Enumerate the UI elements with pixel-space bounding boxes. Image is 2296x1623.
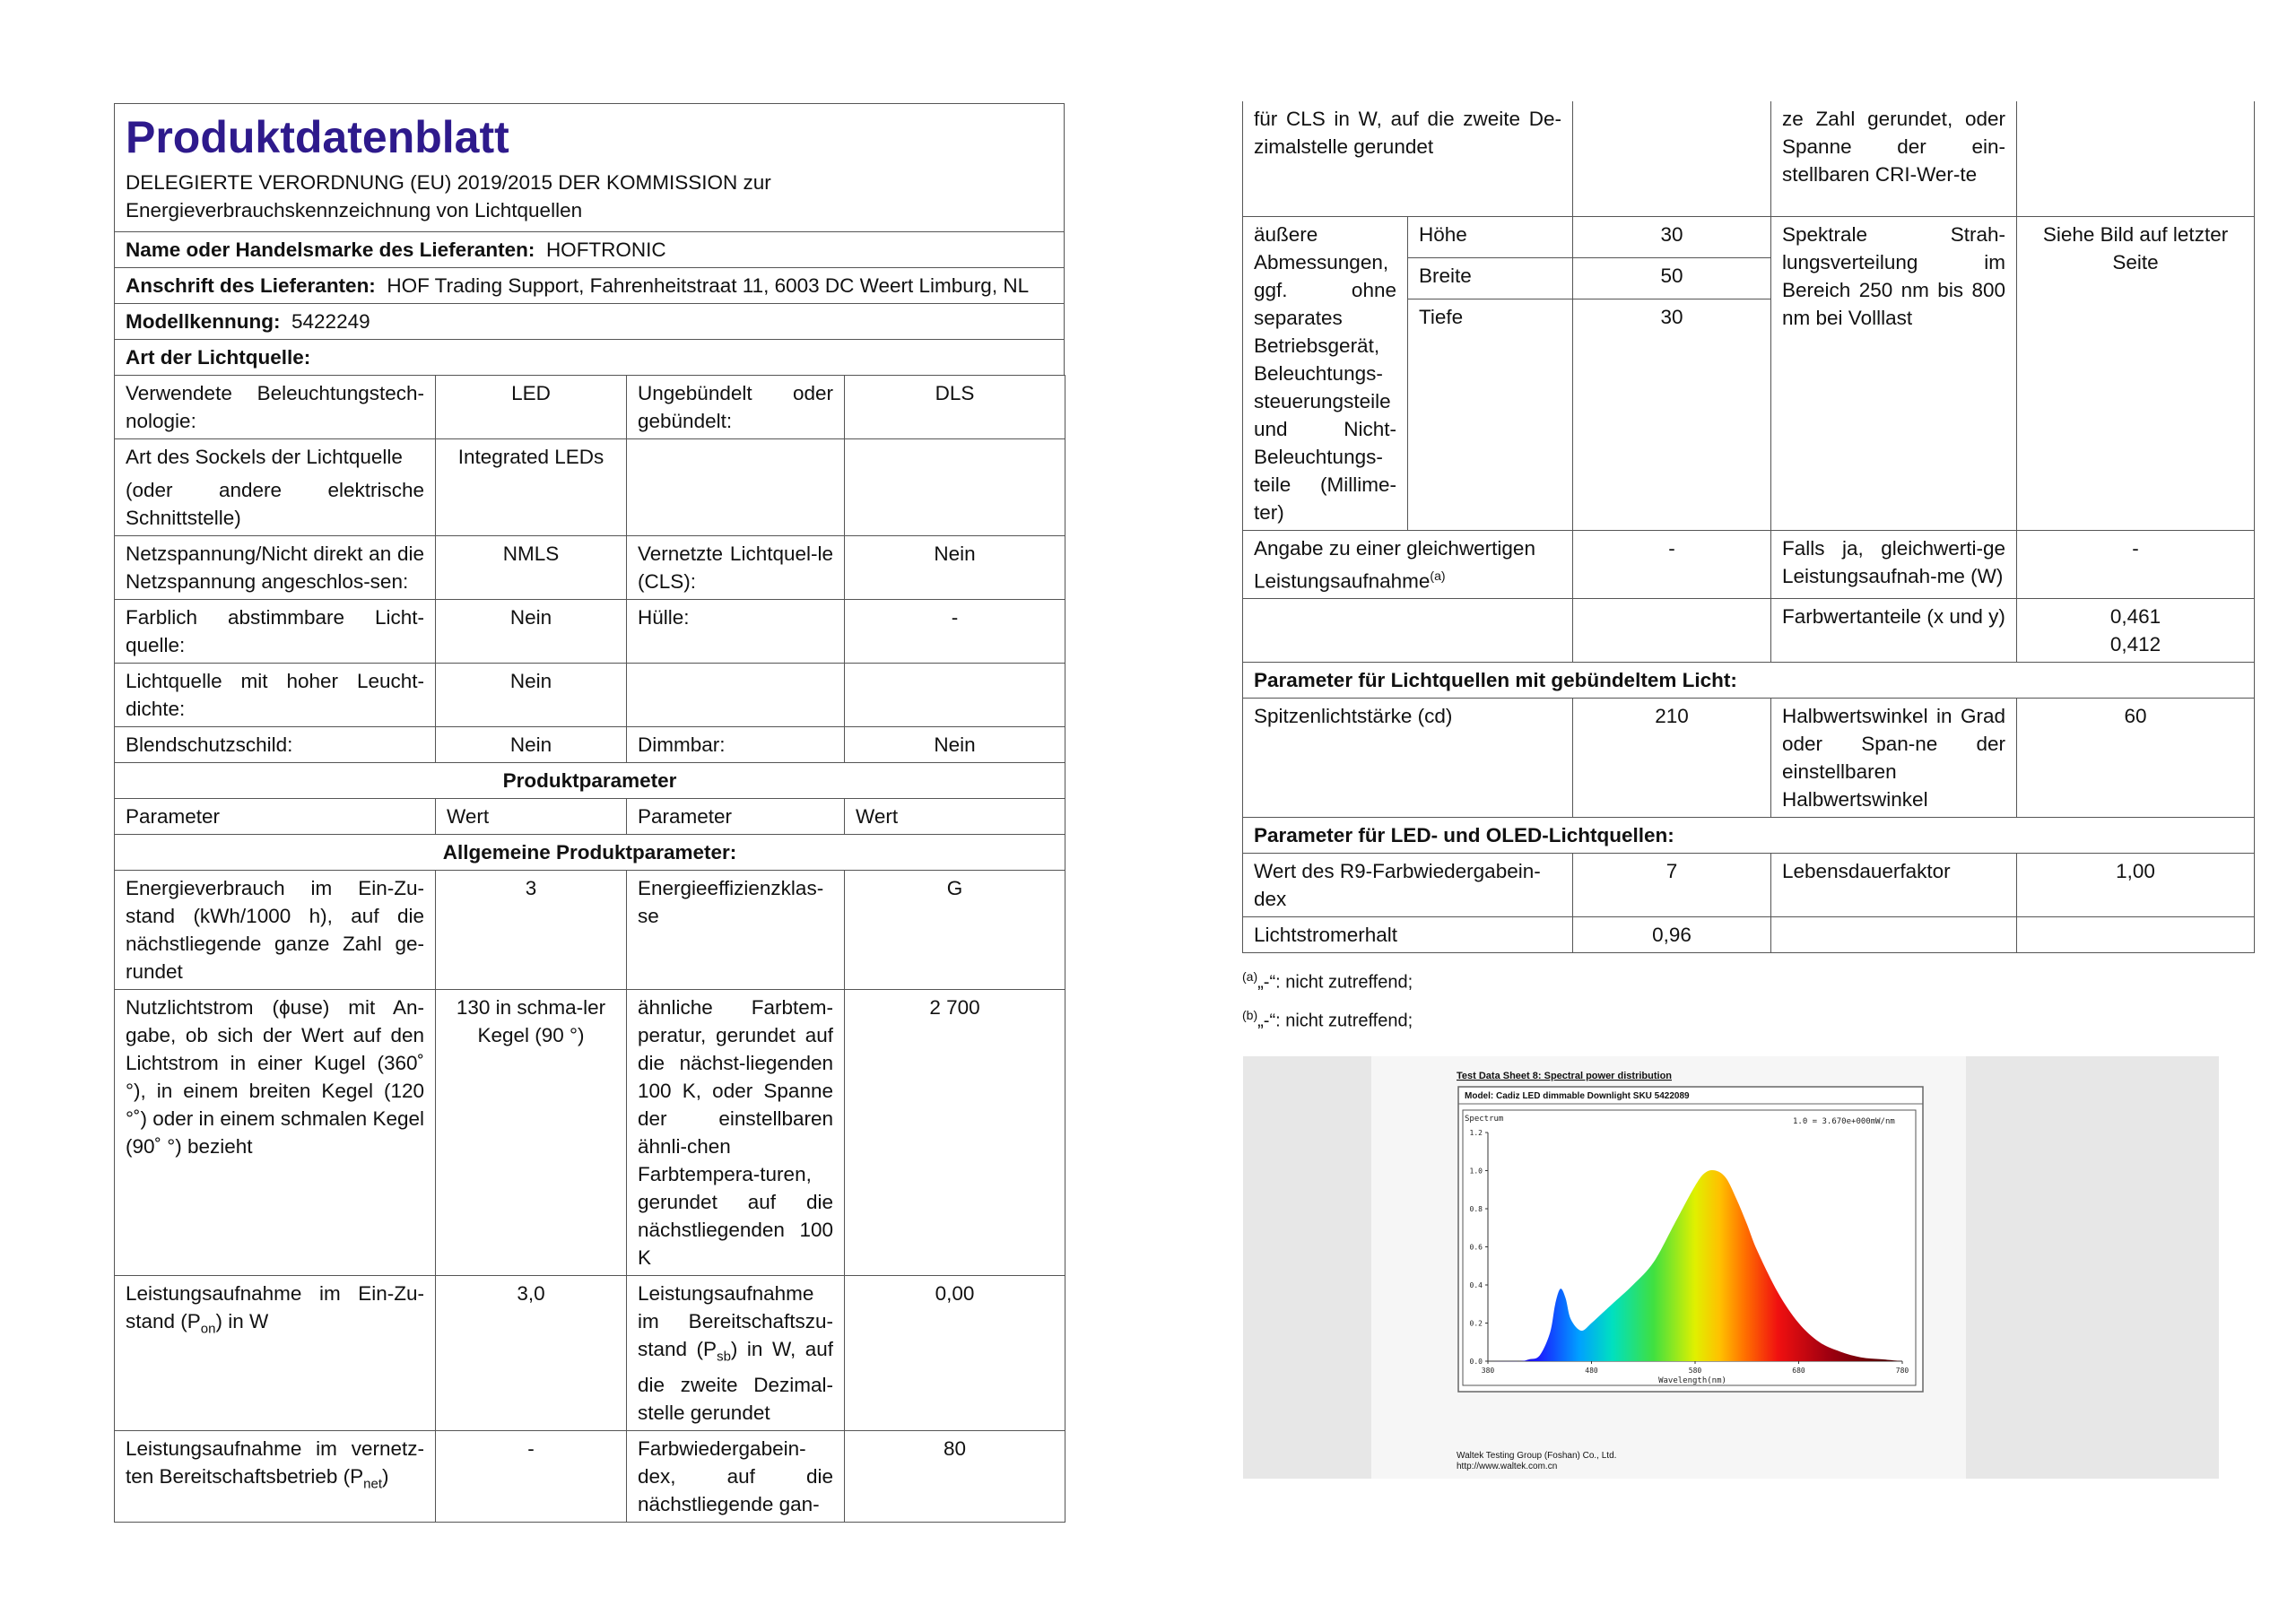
table-row: Leistungsaufnahme im vernetz-ten Bereitschaftsbetrieb $(P_{net})$ - Farbwiedergabein-dex, auf die nächstliegende gan- 80 <box>115 1430 1065 1522</box>
parameter-table-continued <box>1242 101 2255 953</box>
spectrum-chart <box>1371 1056 1966 1479</box>
x-tick-label: 480 <box>1585 1367 1598 1375</box>
header-table <box>114 103 1065 376</box>
x-axis-label: Wavelength(nm) <box>1658 1376 1726 1385</box>
table-row: Verwendete Beleuchtungstech-nologie: LED Ungebündelt oder gebündelt: DLS <box>115 376 1065 439</box>
test-data-sheet <box>1371 1056 1966 1479</box>
table-row: Energieverbrauch im Ein-Zu-stand (kWh/1000 h), auf die nächstliegende ganze Zahl ge-rundet 3 Energieeffizienzklas-se G <box>115 871 1065 990</box>
table-row: Farblich abstimmbare Licht-quelle: Nein Hülle: - <box>115 600 1065 664</box>
right-page <box>1242 103 2254 1031</box>
table-row: Lichtquelle mit hoher Leucht-dichte: Nein <box>115 664 1065 727</box>
table-row: für CLS in W, auf die zweite De-zimalstelle gerundet ze Zahl gerundet, oder Spanne der ein-stellbaren CRI-Wer-te <box>1243 101 2255 216</box>
product-params-heading: Produktparameter <box>115 763 1065 799</box>
model-value: 5422249 <box>291 310 370 333</box>
x-tick-label: 580 <box>1688 1367 1702 1375</box>
table-row: Art des Sockels der Lichtquelle (oder andere elektrische Schnittstelle) Integrated LEDs <box>115 439 1065 536</box>
section-heading-row <box>115 835 1065 871</box>
parameter-table <box>114 375 1065 1523</box>
table-row: Wert des R9-Farbwiedergabein-dex 7 Lebensdauerfaktor 1,00 <box>1243 854 2255 917</box>
y-tick-label: 1.0 <box>1469 1167 1483 1176</box>
dimensions-row: Tiefe 30 <box>1243 299 2255 530</box>
spectral-label: Spektrale Strah-lungsverteilung im Bereich 250 nm bis 800 nm bei Volllast <box>1771 216 2017 530</box>
page-title: Produktdatenblatt <box>126 112 509 162</box>
x-tick-label: 780 <box>1895 1367 1909 1375</box>
dimensions-row: Breite 50 <box>1243 257 2255 299</box>
model-label: Modellkennung: <box>126 310 281 333</box>
footer-company: Waltek Testing Group (Foshan) Co., Ltd. <box>1457 1451 1617 1461</box>
supplier-label: Name oder Handelsmarke des Lieferanten: <box>126 239 535 261</box>
table-row: Farbwertanteile (x und y) 0,461 0,412 <box>1243 599 2255 663</box>
x-tick-label: 680 <box>1792 1367 1805 1375</box>
regulation-text: DELEGIERTE VERORDNUNG (EU) 2019/2015 DER KOMMISSION zur Energieverbrauchskennzeichnung von Lichtquellen <box>126 171 771 221</box>
left-page <box>114 103 1065 1543</box>
table-row: Lichtstromerhalt 0,96 <box>1243 917 2255 953</box>
y-tick-label: 0.2 <box>1469 1319 1483 1328</box>
dimensions-label: äußere Abmessungen, ggf. ohne separates Betriebsgerät, Beleuchtungs-steuerungsteile und Nicht-Beleuchtungs-teile (Millime-ter) <box>1243 216 1408 530</box>
y-tick-label: 0.6 <box>1469 1243 1483 1252</box>
light-source-type-label: Art der Lichtquelle: <box>126 346 311 369</box>
column-header-row: Parameter Wert Parameter Wert <box>115 799 1065 835</box>
address-row <box>115 268 1065 304</box>
spectrum-image <box>1243 1056 2219 1479</box>
model-row <box>115 304 1065 340</box>
dimensions-row: äußere Abmessungen, ggf. ohne separates Betriebsgerät, Beleuchtungs-steuerungsteile und Nicht-Beleuchtungs-teile (Millime-ter) Höhe 30 Spektrale Strah-lungsverteilung im Bereich 250 nm bis 800 nm bei Volllast Siehe Bild auf letzter Seite <box>1243 216 2255 257</box>
y-tick-label: 1.2 <box>1469 1129 1483 1137</box>
general-params-heading: Allgemeine Produktparameter: <box>115 835 1065 871</box>
section-heading-row <box>115 763 1065 799</box>
chart-title: Test Data Sheet 8: Spectral power distribution <box>1457 1071 1673 1081</box>
supplier-value: HOFTRONIC <box>545 239 666 261</box>
table-row: Netzspannung/Nicht direkt an die Netzspannung angeschlos-sen: NMLS Vernetzte Lichtquel-le (CLS): Nein <box>115 536 1065 600</box>
address-value: HOF Trading Support, Fahrenheitstraat 11, 6003 DC Weert Limburg, NL <box>387 274 1030 297</box>
address-label: Anschrift des Lieferanten: <box>126 274 376 297</box>
table-row: Blendschutzschild: Nein Dimmbar: Nein <box>115 727 1065 763</box>
section-heading-row: Parameter für Lichtquellen mit gebündeltem Licht: <box>1243 663 2255 699</box>
light-source-type-row <box>115 340 1065 376</box>
x-tick-label: 380 <box>1481 1367 1495 1375</box>
y-tick-label: 0.0 <box>1469 1358 1483 1366</box>
table-row: Nutzlichtstrom (ϕuse) mit An-gabe, ob sich der Wert auf den Lichtstrom in einer Kugel (360˚ °), in einem breiten Kegel (120 °˚) oder in einem schmalen Kegel (90˚ °) bezieht 130 in schma-ler Kegel (90 °) ähnliche Farbtem-peratur, gerundet auf die nächst-liegenden 100 K, oder Spanne der einstellbaren ähnli-chen Farbtempera-turen, gerundet auf die nächstliegenden 100 K 2 700 <box>115 990 1065 1276</box>
supplier-row <box>115 232 1065 268</box>
table-row: Spitzenlichtstärke (cd) 210 Halbwertswinkel in Grad oder Span-ne der einstellbaren Halbwertswinkel 60 <box>1243 699 2255 818</box>
footer-url: http://www.waltek.com.cn <box>1457 1462 1558 1471</box>
footnote-b: $^{(b)}$„-“: nicht zutreffend; <box>1242 1007 1413 1031</box>
spectral-value: Siehe Bild auf letzter Seite <box>2017 216 2255 530</box>
y-tick-label: 0.4 <box>1469 1281 1483 1289</box>
y-tick-label: 0.8 <box>1469 1205 1483 1213</box>
y-axis-label: Spectrum <box>1465 1115 1504 1124</box>
chart-subtitle: Model: Cadiz LED dimmable Downlight SKU 5422089 <box>1465 1091 1690 1101</box>
table-row: Angabe zu einer gleichwertigen Leistungsaufnahme$^{(a)}$ - Falls ja, gleichwerti-ge Leistungsaufnah-me (W) - <box>1243 530 2255 599</box>
section-heading-row: Parameter für LED- und OLED-Lichtquellen: <box>1243 818 2255 854</box>
footnote-a: $^{(a)}$„-“: nicht zutreffend; <box>1242 969 1413 993</box>
scale-note: 1.0 = 3.670e+000mW/nm <box>1793 1117 1895 1126</box>
table-row: Leistungsaufnahme im Ein-Zu-stand $(P_{on})$ in W 3,0 Leistungsaufnahme im Bereitschaftszu-stand $(P_{sb})$ in W, auf die zweite Dezimal-stelle gerundet 0,00 <box>115 1276 1065 1431</box>
